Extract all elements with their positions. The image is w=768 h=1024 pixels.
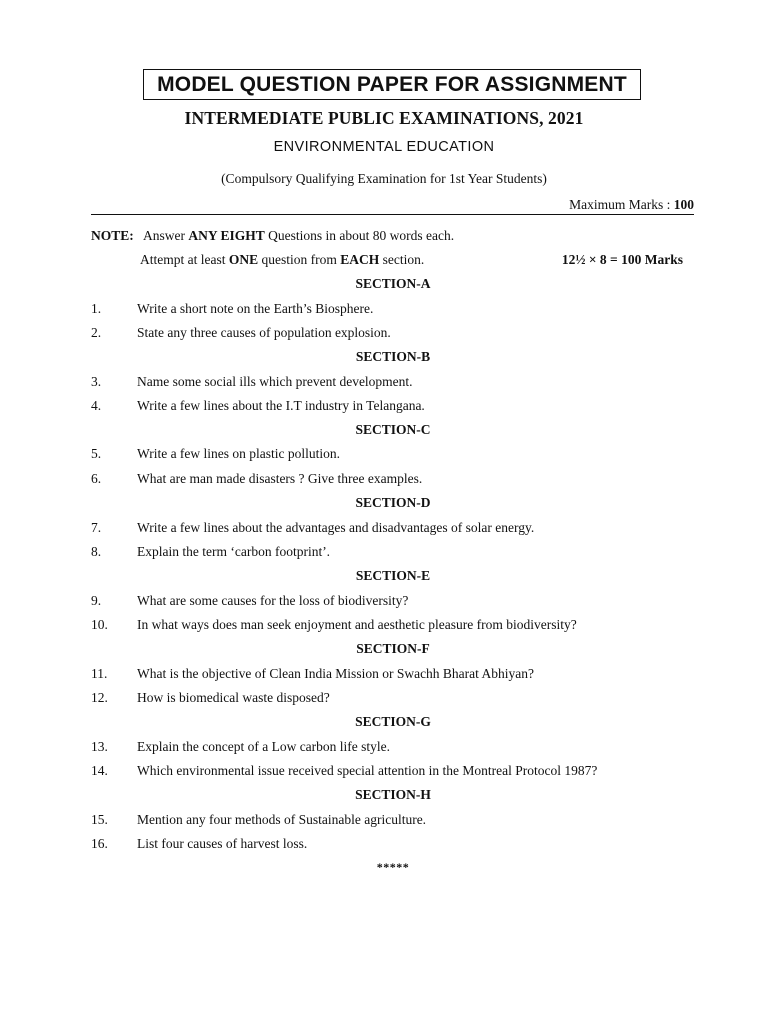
note-line2-mid: question from: [258, 252, 341, 267]
section-heading: SECTION-F: [356, 641, 430, 656]
question-text: Which environmental issue received special attention in the Montreal Protocol 1987?: [137, 763, 598, 778]
question-number: 11.: [91, 666, 108, 681]
subject-title: ENVIRONMENTAL EDUCATION: [273, 139, 495, 155]
question-number: 5.: [91, 446, 102, 461]
exam-title: INTERMEDIATE PUBLIC EXAMINATIONS, 2021: [184, 108, 584, 128]
note-line1-bold: ANY EIGHT: [188, 228, 265, 243]
question-number: 6.: [91, 471, 102, 486]
question-text: Write a short note on the Earth’s Biosphere.: [137, 301, 374, 316]
question-number: 16.: [91, 836, 108, 851]
section-heading: SECTION-D: [355, 495, 431, 510]
section-heading: SECTION-C: [355, 422, 431, 437]
note-label: NOTE:: [91, 228, 134, 243]
marks-formula: 12½ × 8 = 100 Marks: [561, 252, 683, 267]
note-line1-pre: Answer: [143, 228, 189, 243]
note-line2-bold1: ONE: [228, 252, 259, 267]
question-text: Mention any four methods of Sustainable agriculture.: [137, 812, 427, 827]
question-text: In what ways does man seek enjoyment and aesthetic pleasure from biodiversity?: [137, 617, 577, 632]
note-instruction-2: [140, 252, 424, 268]
section-heading: SECTION-G: [355, 714, 431, 729]
question-text: List four causes of harvest loss.: [137, 836, 308, 851]
maximum-marks: [569, 197, 694, 213]
question-number: 1.: [91, 301, 102, 316]
question-number: 13.: [91, 739, 108, 754]
question-text: What are some causes for the loss of biodiversity?: [137, 593, 409, 608]
question-number: 15.: [91, 812, 108, 827]
max-marks-value: 100: [673, 197, 694, 212]
question-text: State any three causes of population explosion.: [137, 325, 391, 340]
question-text: Write a few lines on plastic pollution.: [137, 446, 341, 461]
question-number: 10.: [91, 617, 108, 632]
question-number: 14.: [91, 763, 108, 778]
question-number: 2.: [91, 325, 102, 340]
page-title: MODEL QUESTION PAPER FOR ASSIGNMENT: [157, 72, 627, 96]
question-number: 7.: [91, 520, 102, 535]
question-text: Write a few lines about the advantages and disadvantages of solar energy.: [137, 520, 535, 535]
question-number: 4.: [91, 398, 102, 413]
end-of-paper-mark: *****: [376, 860, 410, 874]
section-heading: SECTION-A: [355, 276, 431, 291]
section-heading: SECTION-H: [355, 787, 431, 802]
question-text: Explain the concept of a Low carbon life style.: [137, 739, 391, 754]
max-marks-label: Maximum Marks :: [569, 197, 674, 212]
question-text: How is biomedical waste disposed?: [137, 690, 330, 705]
note-line1-post: Questions in about 80 words each.: [264, 228, 455, 243]
question-number: 12.: [91, 690, 108, 705]
question-text: What are man made disasters ? Give three examples.: [137, 471, 423, 486]
question-text: Write a few lines about the I.T industry in Telangana.: [137, 398, 425, 413]
note-line2-post: section.: [379, 252, 425, 267]
note-instruction-1: [143, 228, 454, 244]
section-heading: SECTION-E: [355, 568, 431, 583]
question-number: 8.: [91, 544, 102, 559]
question-text: What is the objective of Clean India Mission or Swachh Bharat Abhiyan?: [137, 666, 535, 681]
header-divider: [91, 214, 694, 215]
title-box: [143, 69, 641, 100]
question-number: 3.: [91, 374, 102, 389]
note-line2-pre: Attempt at least: [140, 252, 229, 267]
exam-subtitle: (Compulsory Qualifying Examination for 1st Year Students): [221, 171, 547, 186]
note-line2-bold2: EACH: [340, 252, 380, 267]
question-text: Name some social ills which prevent development.: [137, 374, 413, 389]
question-text: Explain the term ‘carbon footprint’.: [137, 544, 331, 559]
section-heading: SECTION-B: [355, 349, 431, 364]
question-number: 9.: [91, 593, 102, 608]
